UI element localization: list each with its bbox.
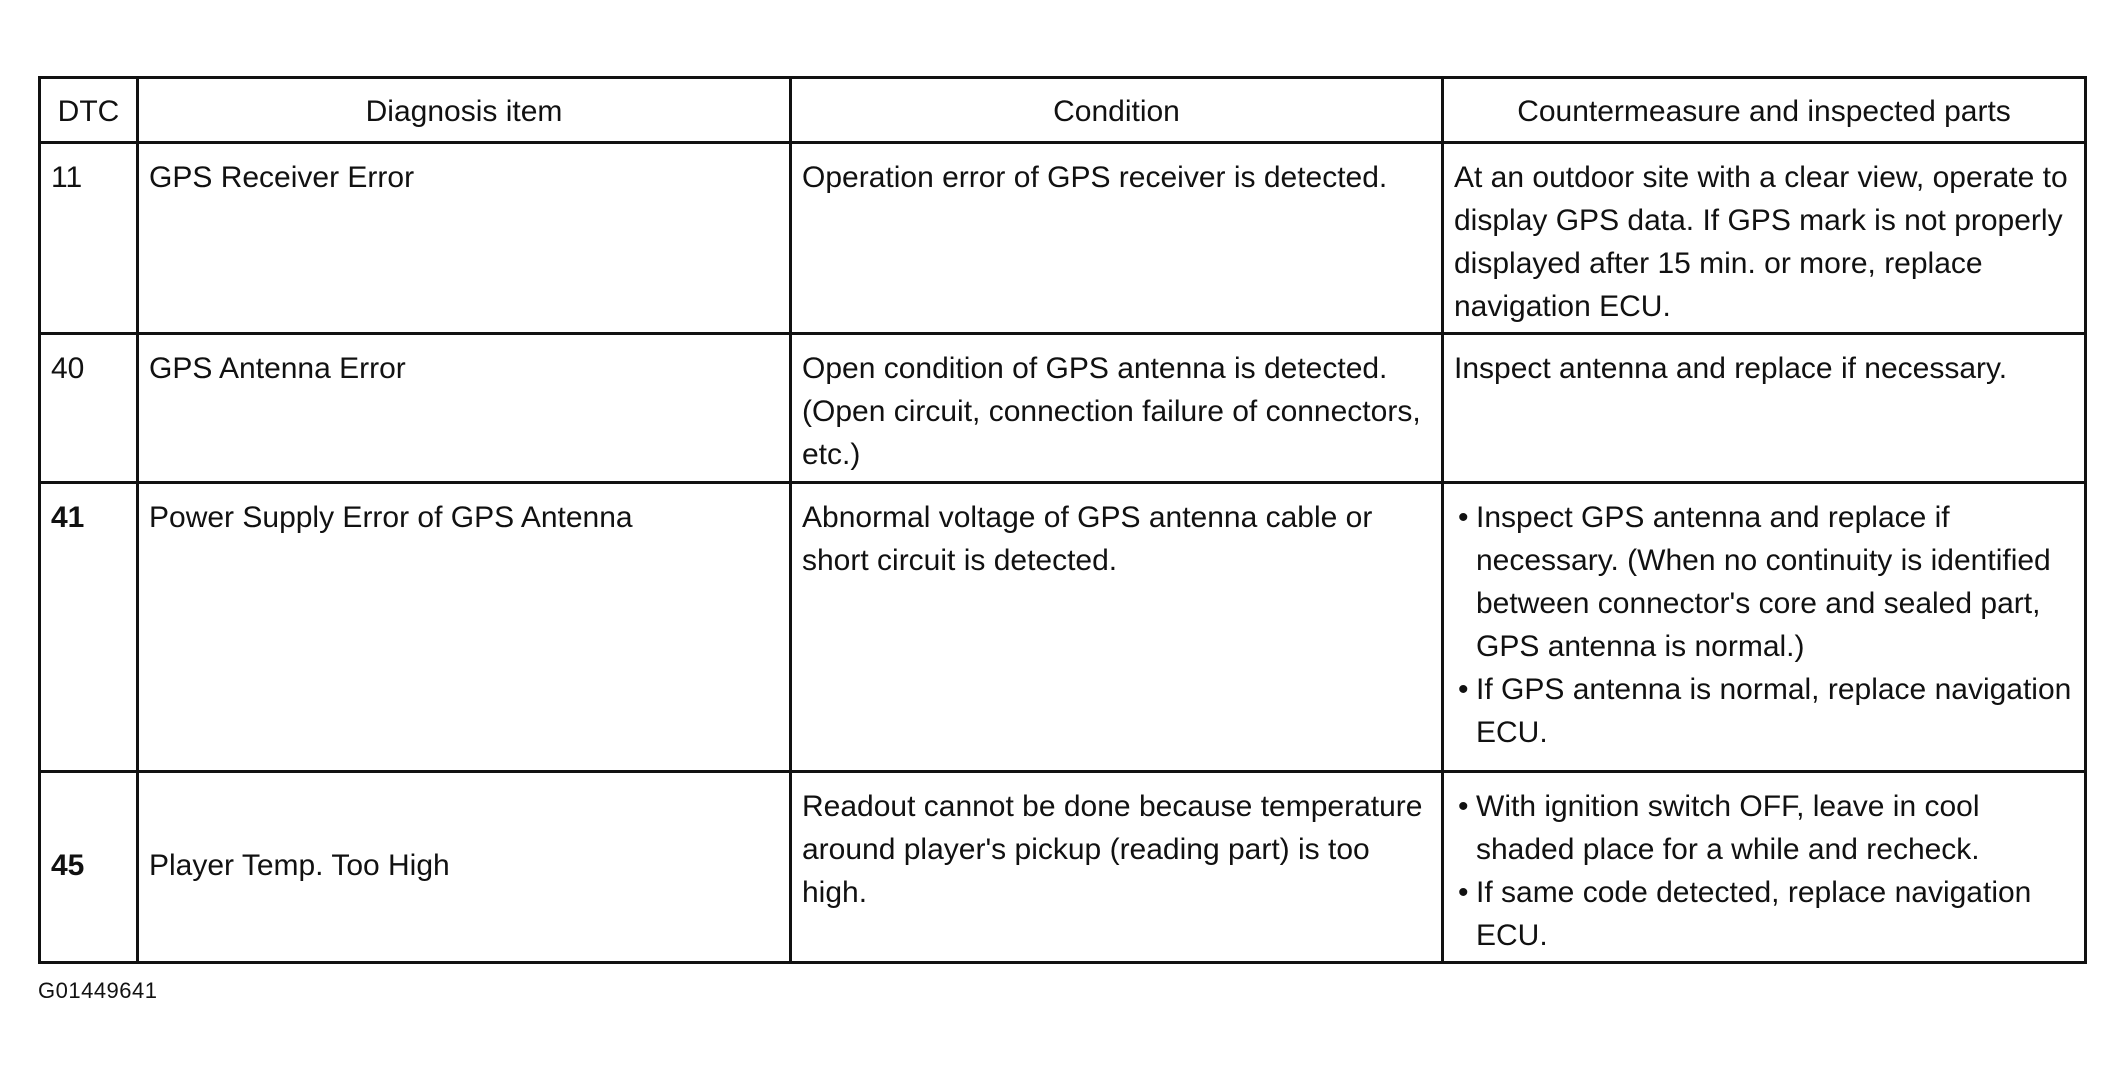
table-row — [40, 334, 2086, 483]
condition-text: Operation error of GPS receiver is detected. — [791, 143, 1443, 334]
condition-text: Abnormal voltage of GPS antenna cable or short circuit is detected. — [791, 483, 1443, 772]
header-dtc: DTC — [40, 78, 138, 143]
header-condition: Condition — [791, 78, 1443, 143]
condition-text: Readout cannot be done because temperature around player's pickup (reading part) is too high. — [791, 772, 1443, 963]
countermeasure-text: At an outdoor site with a clear view, operate to display GPS data. If GPS mark is not properly displayed after 15 min. or more, replace navigation ECU. — [1443, 143, 2086, 334]
diagnosis-item: Power Supply Error of GPS Antenna — [138, 483, 791, 772]
header-diagnosis-item: Diagnosis item — [138, 78, 791, 143]
diagnosis-item: Player Temp. Too High — [138, 772, 791, 963]
countermeasure-list — [1454, 496, 2074, 754]
header-countermeasure: Countermeasure and inspected parts — [1443, 78, 2086, 143]
countermeasure-cell — [1443, 772, 2086, 963]
countermeasure-bullet: • Inspect GPS antenna and replace if necessary. (When no continuity is identified between connector's core and sealed part, GPS antenna is normal.) — [1454, 496, 2074, 668]
countermeasure-bullet: • With ignition switch OFF, leave in cool shaded place for a while and recheck. — [1454, 785, 2074, 871]
dtc-table — [38, 76, 2087, 964]
diagnosis-item: GPS Antenna Error — [138, 334, 791, 483]
dtc-code: 41 — [40, 483, 138, 772]
countermeasure-bullet: • If same code detected, replace navigation ECU. — [1454, 871, 2074, 957]
condition-text: Open condition of GPS antenna is detected. (Open circuit, connection failure of connectors, etc.) — [791, 334, 1443, 483]
countermeasure-list — [1454, 785, 2074, 957]
table-row — [40, 143, 2086, 334]
table-header-row — [40, 78, 2086, 143]
diagnosis-item: GPS Receiver Error — [138, 143, 791, 334]
countermeasure-text: Inspect antenna and replace if necessary. — [1443, 334, 2086, 483]
dtc-code: 45 — [40, 772, 138, 963]
countermeasure-bullet: • If GPS antenna is normal, replace navigation ECU. — [1454, 668, 2074, 754]
dtc-code: 40 — [40, 334, 138, 483]
figure-id: G01449641 — [38, 978, 158, 1003]
dtc-code: 11 — [40, 143, 138, 334]
table-row — [40, 483, 2086, 772]
table-row — [40, 772, 2086, 963]
countermeasure-cell — [1443, 483, 2086, 772]
